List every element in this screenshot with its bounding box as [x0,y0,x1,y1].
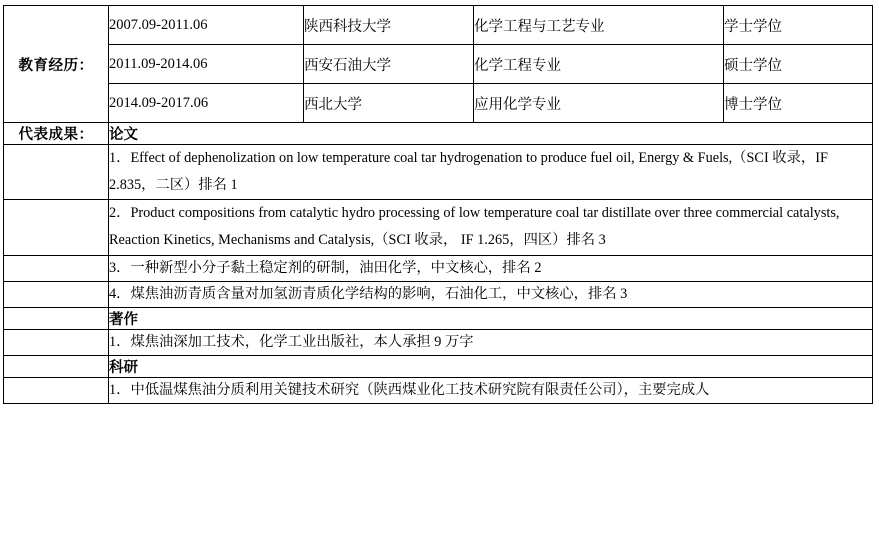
spacer-cell [4,200,109,255]
education-school: 西北大学 [304,84,474,123]
table-row [4,145,873,200]
list-item: 1．煤焦油深加工技术，化学工业出版社，本人承担 9 万字 [109,329,873,355]
spacer-cell [4,329,109,355]
table-row [4,6,873,45]
education-degree: 硕士学位 [724,45,873,84]
table-row [4,281,873,307]
spacer-cell [4,377,109,403]
table-row [4,84,873,123]
section-heading-research: 科研 [109,355,873,377]
education-degree: 博士学位 [724,84,873,123]
spacer-cell [4,281,109,307]
education-period: 2007.09-2011.06 [109,6,304,45]
table-row [4,255,873,281]
education-label: 教育经历： [4,6,109,123]
achievements-label: 代表成果： [4,123,109,145]
education-major: 应用化学专业 [474,84,724,123]
section-heading-papers: 论文 [109,123,873,145]
education-school: 西安石油大学 [304,45,474,84]
education-major: 化学工程专业 [474,45,724,84]
education-school: 陕西科技大学 [304,6,474,45]
list-item: 4．煤焦油沥青质含量对加氢沥青质化学结构的影响，石油化工，中文核心，排名 3 [109,281,873,307]
education-period: 2014.09-2017.06 [109,84,304,123]
resume-table [3,5,873,404]
education-degree: 学士学位 [724,6,873,45]
education-period: 2011.09-2014.06 [109,45,304,84]
list-item: 1．Effect of dephenolization on low temperature coal tar hydrogenation to produce fuel oil, Energy & Fuels,（SCI 收录，IF 2.835，二区）排名 1 [109,145,873,200]
list-item: 2．Product compositions from catalytic hydro processing of low temperature coal tar distillate over three commercial catalysts, Reaction Kinetics, Mechanisms and Catalysis,（SCI 收录， IF 1.265，四区）排名 3 [109,200,873,255]
list-item: 1．中低温煤焦油分质利用关键技术研究（陕西煤业化工技术研究院有限责任公司），主要完成人 [109,377,873,403]
table-row [4,377,873,403]
table-row [4,355,873,377]
table-row [4,307,873,329]
spacer-cell [4,255,109,281]
resume-page [0,5,879,545]
spacer-cell [4,145,109,200]
list-item: 3．一种新型小分子黏土稳定剂的研制，油田化学，中文核心，排名 2 [109,255,873,281]
education-major: 化学工程与工艺专业 [474,6,724,45]
table-row [4,45,873,84]
table-row [4,200,873,255]
spacer-cell [4,307,109,329]
table-row [4,123,873,145]
section-heading-books: 著作 [109,307,873,329]
spacer-cell [4,355,109,377]
table-row [4,329,873,355]
